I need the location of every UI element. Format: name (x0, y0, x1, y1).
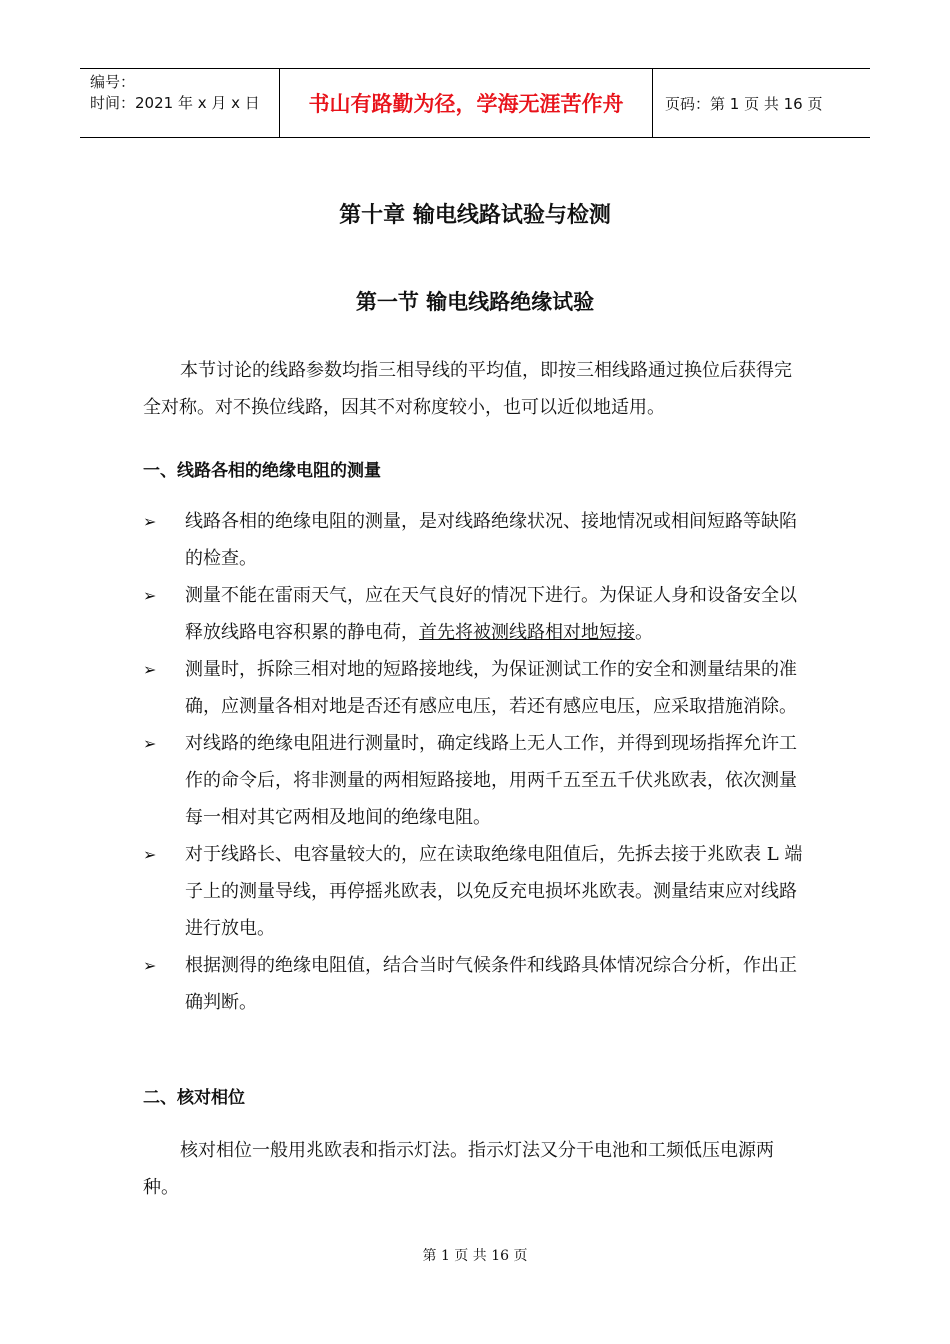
page-footer: 第 1 页 共 16 页 (422, 1248, 528, 1264)
header-meta (80, 69, 280, 137)
part1-bullet-list (143, 503, 806, 1021)
header-motto: 书山有路勤为径，学海无涯苦作舟 (280, 69, 653, 137)
list-item (143, 577, 806, 651)
page-header (80, 68, 870, 138)
arrow-bullet-icon: ➢ (143, 512, 157, 531)
arrow-bullet-icon: ➢ (143, 734, 157, 753)
arrow-bullet-icon: ➢ (143, 956, 157, 975)
intro-paragraph: 本节讨论的线路参数均指三相导线的平均值，即按三相线路通过换位后获得完全对称。对不换位线路，因其不对称度较小，也可以近似地适用。 (143, 360, 792, 418)
arrow-bullet-icon: ➢ (143, 586, 157, 605)
list-item (143, 503, 806, 577)
part1-heading: 一、线路各相的绝缘电阻的测量 (143, 461, 381, 481)
chapter-title: 第十章 输电线路试验与检测 (339, 203, 611, 228)
header-page-info: 页码：第 1 页 共 16 页 (665, 94, 823, 113)
part2-heading: 二、核对相位 (143, 1088, 245, 1108)
list-item (143, 651, 806, 725)
list-item-text: 线路各相的绝缘电阻的测量，是对线路绝缘状况、接地情况或相间短路等缺陷的检查。 (185, 511, 797, 569)
arrow-bullet-icon: ➢ (143, 845, 157, 864)
list-item (143, 947, 806, 1021)
document-time-label: 时间：2021 年 x 月 x 日 (90, 94, 260, 112)
list-item-text: 测量不能在雷雨天气，应在天气良好的情况下进行。为保证人身和设备安全以释放线路电容积累的静电荷， (185, 585, 797, 643)
list-item-text: 。 (635, 622, 653, 643)
list-item-text: 对线路的绝缘电阻进行测量时，确定线路上无人工作，并得到现场指挥允许工作的命令后，将非测量的两相短路接地，用两千五至五千伏兆欧表，依次测量每一相对其它两相及地间的绝缘电阻。 (185, 733, 797, 828)
section-title: 第一节 输电线路绝缘试验 (355, 290, 595, 314)
list-item-text: 根据测得的绝缘电阻值，结合当时气候条件和线路具体情况综合分析，作出正确判断。 (185, 955, 797, 1013)
underlined-emphasis: 首先将被测线路相对地短接 (419, 622, 635, 643)
arrow-bullet-icon: ➢ (143, 660, 157, 679)
list-item (143, 836, 806, 947)
part2-paragraph: 核对相位一般用兆欧表和指示灯法。指示灯法又分干电池和工频低压电源两种。 (143, 1140, 774, 1198)
list-item-text: 测量时，拆除三相对地的短路接地线，为保证测试工作的安全和测量结果的准确，应测量各相对地是否还有感应电压，若还有感应电压，应采取措施消除。 (185, 659, 797, 717)
list-item-text: 对于线路长、电容量较大的，应在读取绝缘电阻值后，先拆去接于兆欧表 L 端子上的测量导线，再停摇兆欧表，以免反充电损坏兆欧表。测量结束应对线路进行放电。 (185, 844, 803, 939)
document-number-label: 编号： (90, 73, 136, 91)
list-item (143, 725, 806, 836)
